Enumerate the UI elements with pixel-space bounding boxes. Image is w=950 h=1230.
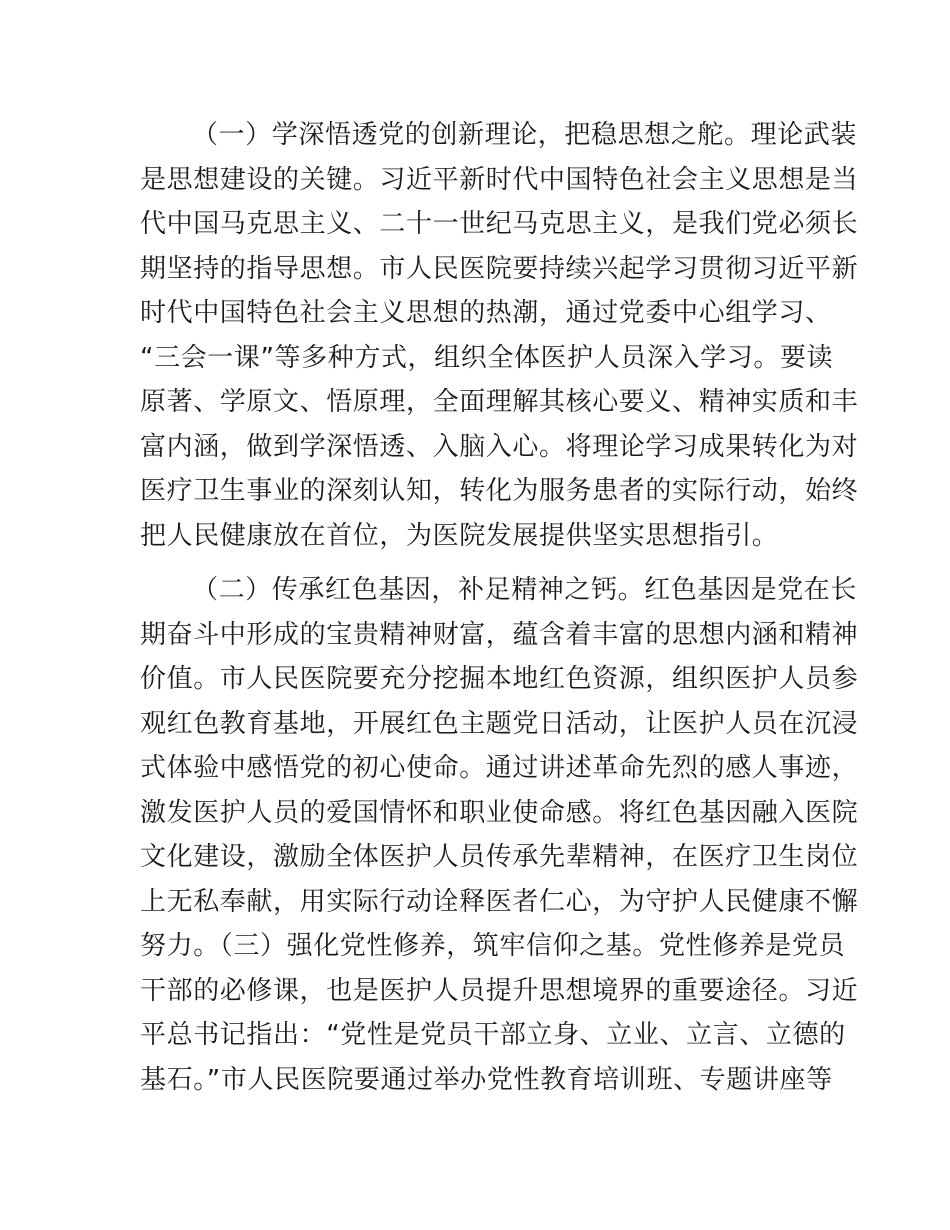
paragraph-line: “三会一课”等多种方式，组织全体医护人员深入学习。要读 (140, 342, 834, 373)
paragraph-line: 上无私奉献，用实际行动诠释医者仁心，为守护人民健康不懈 (140, 886, 859, 917)
paragraph-line: 代中国马克思主义、二十一世纪马克思主义，是我们党必须长 (140, 209, 859, 239)
paragraph-line: 价值。市人民医院要充分挖掘本地红色资源，组织医护人员参 (140, 664, 859, 694)
paragraph-line: 富内涵，做到学深悟透、入脑入心。将理论学习成果转化为对 (140, 431, 859, 462)
paragraph-line: 期坚持的指导思想。市人民医院要持续兴起学习贯彻习近平新 (140, 253, 859, 284)
paragraph-line: 干部的必修课，也是医护人员提升思想境界的重要途径。习近 (140, 975, 859, 1006)
paragraph-2 (140, 568, 859, 1102)
paragraph-1 (140, 113, 859, 558)
paragraph-line: （一）学深悟透党的创新理论，把稳思想之舵。理论武装 (192, 120, 858, 150)
paragraph-line: 努力。（三）强化党性修养，筑牢信仰之基。党性修养是党员 (140, 931, 846, 961)
paragraph-line: 把人民健康放在首位，为医院发展提供坚实思想指引。 (140, 520, 779, 551)
paragraph-line: 时代中国特色社会主义思想的热潮，通过党委中心组学习、 (140, 298, 832, 328)
paragraph-line: 文化建设，激励全体医护人员传承先辈精神，在医疗卫生岗位 (140, 842, 859, 872)
paragraph-line: （二）传承红色基因，补足精神之钙。红色基因是党在长 (192, 575, 858, 605)
paragraph-line: 是思想建设的关键。习近平新时代中国特色社会主义思想是当 (140, 164, 859, 195)
paragraph-line: 观红色教育基地，开展红色主题党日活动，让医护人员在沉浸 (140, 708, 859, 739)
paragraph-line: 基石。”市人民医院要通过举办党性教育培训班、专题讲座等 (140, 1064, 833, 1095)
paragraph-line: 原著、学原文、悟原理，全面理解其核心要义、精神实质和丰 (140, 387, 859, 417)
paragraph-line: 期奋斗中形成的宝贵精神财富，蕴含着丰富的思想内涵和精神 (140, 619, 859, 650)
paragraph-line: 激发医护人员的爱国情怀和职业使命感。将红色基因融入医院 (140, 797, 859, 828)
paragraph-line: 平总书记指出：“党性是党员干部立身、立业、立言、立德的 (140, 1020, 846, 1050)
document-body (140, 113, 859, 1112)
paragraph-line: 医疗卫生事业的深刻认知，转化为服务患者的实际行动，始终 (140, 476, 859, 506)
paragraph-line: 式体验中感悟党的初心使命。通过讲述革命先烈的感人事迹， (140, 753, 859, 783)
